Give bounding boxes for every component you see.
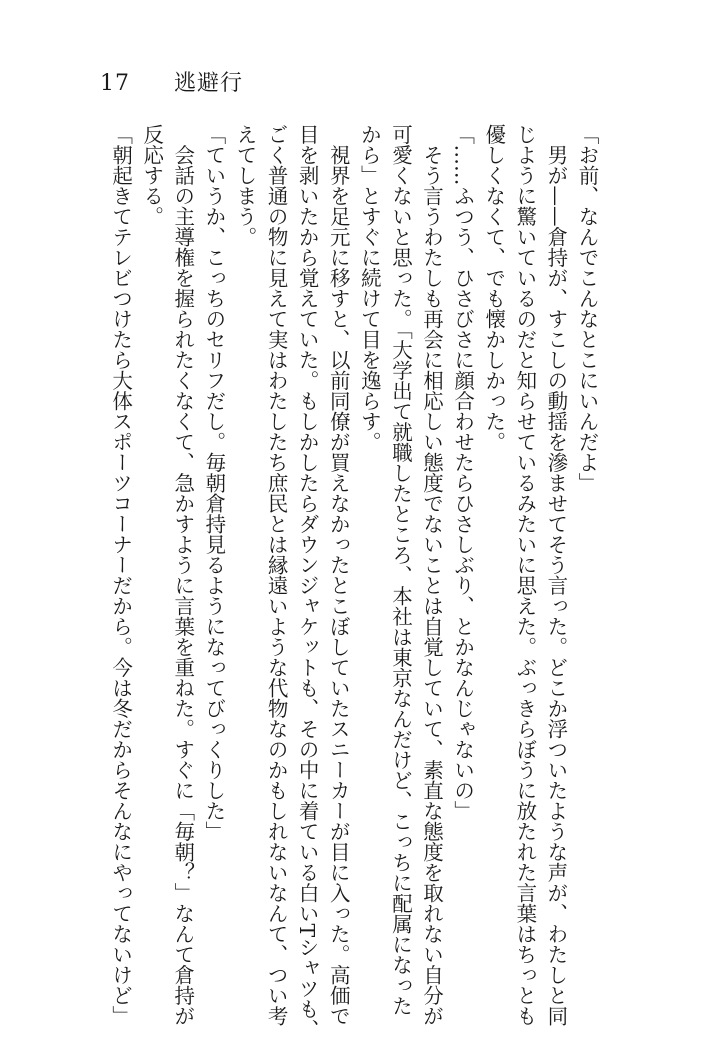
text-line: 可愛くないと思った。「大学出て就職したところ、本社は東京なんだけど、こっちに配属になった [388,124,413,1016]
text-line: 「……ふつう、ひさびさに顔合わせたらひさしぶり、とかなんじゃないの」 [450,124,475,821]
text-line: 目を剥いたから覚えていた。もしかしたらダウンジャケットも、その中に着ている白いTシャツも、 [295,124,320,1040]
text-line: 反応する。 [139,124,164,227]
page-header [100,66,243,97]
text-line: 男が——倉持が、すこしの動揺を滲ませてそう言った。どこか浮ついたような声が、わたしと同 [543,124,568,1026]
text-line: じように驚いているのだと知らせているみたいに思えた。ぶっきらぼうに放たれた言葉はちっとも [512,124,537,1026]
text-line: 優しくなくて、でも懐かしかった。 [481,124,506,452]
text-line: 「朝起きてテレビつけたら大体スポーツコーナーだから。今は冬だからそんなにやってないけど」 [108,124,133,1026]
text-line: 会話の主導権を握られたくなくて、急かすように言葉を重ねた。すぐに「毎朝？」なんて倉持が [170,124,195,1026]
text-line: そう言うわたしも再会に相応しい態度でないことは自覚していて、素直な態度を取れない自分が [419,124,444,1026]
text-line: 「お前、なんでこんなとこにいんだよ」 [575,124,599,493]
chapter-title: 逃避行 [174,71,244,96]
text-line: から」とすぐに続けて目を逸らす。 [357,124,382,452]
text-line: 「ていうか、こっちのセリフだし。毎朝倉持見るようになってびっくりした」 [201,124,226,842]
text-line: 視界を足元に移すと、以前同僚が買えなかったとこぼしていたスニーカーが目に入った。高価で [326,124,351,1026]
page-number: 17 [100,71,130,96]
text-line: えてしまう。 [232,124,257,247]
vertical-body-text [108,124,602,1040]
text-line: ごく普通の物に見えて実はわたしたち庶民とは縁遠いような代物なのかもしれないなんて、つい考 [264,124,289,1026]
